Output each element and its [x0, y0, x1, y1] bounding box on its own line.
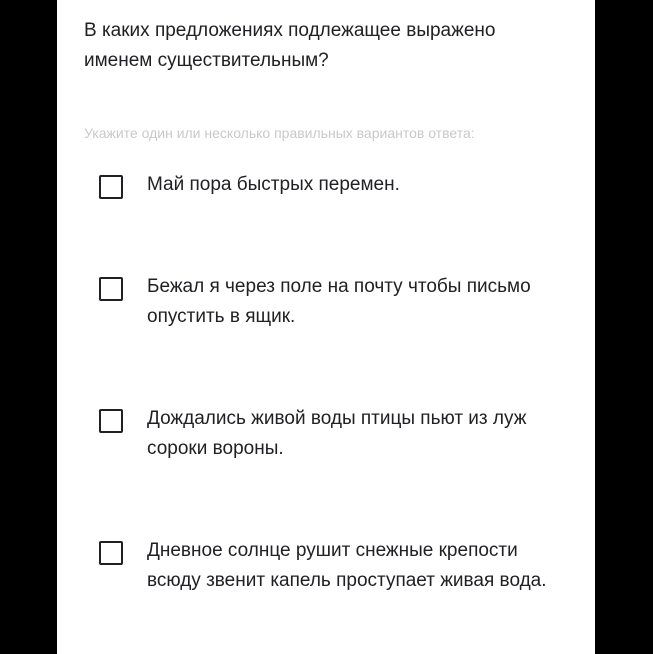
option-label: Дождались живой воды птицы пьют из луж сороки вороны. [147, 408, 527, 459]
checkbox-icon[interactable] [99, 409, 123, 433]
checkbox-icon[interactable] [99, 277, 123, 301]
option-label: Бежал я через поле на почту чтобы письмо опустить в ящик. [147, 276, 531, 327]
question-text: В каких предложениях подлежащее выражено именем существительным? [84, 20, 496, 71]
quiz-card [57, 0, 595, 654]
checkbox-icon[interactable] [99, 541, 123, 565]
checkbox-icon[interactable] [99, 175, 123, 199]
option-label: Дневное солнце рушит снежные крепости всюду звенит капель проступает живая вода. [147, 540, 547, 591]
answer-hint: Укажите один или несколько правильных вариантов ответа: [84, 125, 475, 141]
option-label: Май пора быстрых перемен. [147, 174, 400, 195]
